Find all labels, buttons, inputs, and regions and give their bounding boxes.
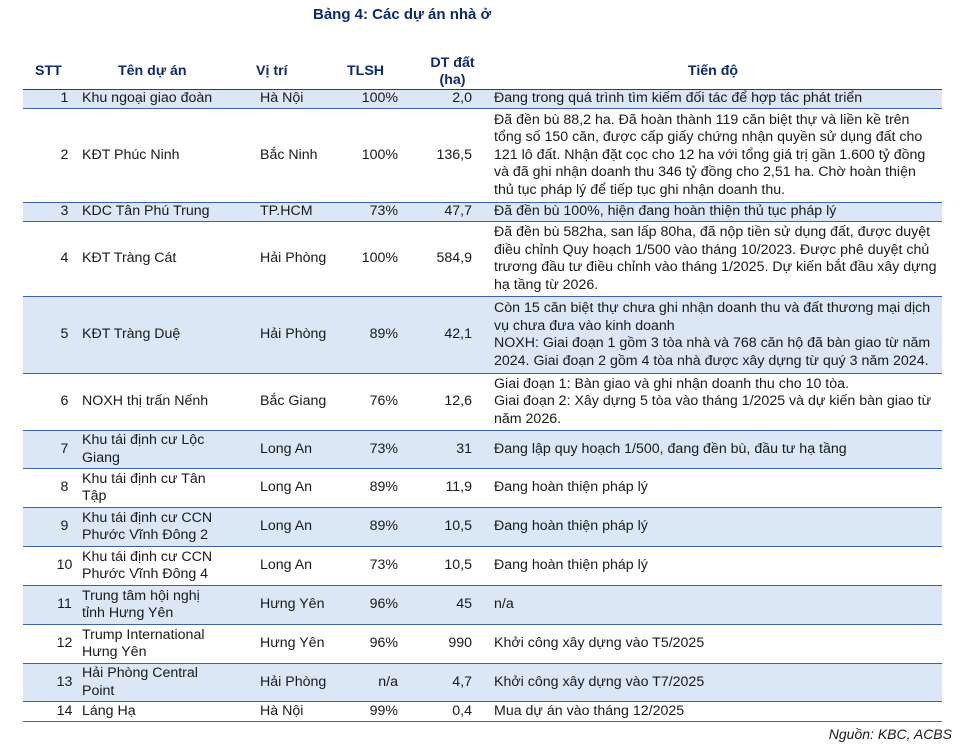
cell-progress: Đã đền bù 100%, hiện đang hoàn thiện thủ tục pháp lý	[484, 203, 942, 222]
cell-project-name: KDC Tân Phú Trung	[82, 203, 242, 222]
header-progress: Tiến độ	[687, 63, 739, 79]
cell-area: 31	[407, 431, 484, 469]
cell-project-name: Hải Phòng Central Point	[82, 664, 242, 702]
cell-progress: Đang hoàn thiện pháp lý	[484, 508, 942, 547]
cell-stt: 14	[56, 702, 73, 719]
table-row	[23, 508, 942, 547]
cell-area: 10,5	[407, 508, 484, 547]
cell-location: TP.HCM	[242, 203, 332, 222]
cell-progress: Khởi công xây dựng vào T5/2025	[494, 635, 705, 652]
cell-project-name: KĐT Tràng Duệ	[82, 297, 242, 374]
cell-tlsh: 100%	[361, 250, 398, 267]
table-header-row	[23, 54, 942, 90]
cell-progress: n/a	[484, 586, 942, 625]
cell-progress: Đã đền bù 88,2 ha. Đã hoàn thành 119 căn biệt thự và liền kề trên tổng số 150 căn, được cấp giấy chứng nhận quyền sử dụng đất cho 121 lô đất. Nhận đặt cọc cho 12 ha với tổng giá trị gần 1.600 tỷ đồng và đã ghi nhận doanh thu 346 tỷ đồng cho 2,51 ha. Chờ hoàn thiện thủ tục pháp lý để tiếp tục ghi nhận doanh thu.	[494, 111, 926, 198]
cell-stt: 3	[23, 203, 82, 222]
cell-location: Hà Nội	[242, 90, 332, 109]
cell-progress: Còn 15 căn biệt thự chưa ghi nhận doanh thu và đất thương mại dịch vụ chưa đưa vào kinh doanh NOXH: Giai đoạn 1 gồm 3 tòa nhà và 768 căn hộ đã bàn giao từ năm 2024. Giai đoạn 2 gồm 4 tòa nhà được xây dựng từ quý 3 năm 2024.	[484, 297, 942, 374]
cell-area: 584,9	[436, 250, 472, 267]
cell-project-name: Trung tâm hội nghị tỉnh Hưng Yên	[82, 586, 242, 625]
cell-project-name: Láng Hạ	[82, 702, 136, 719]
cell-area: 11,9	[445, 479, 472, 496]
cell-stt: 1	[23, 90, 82, 109]
cell-area: 10,5	[444, 557, 472, 574]
cell-tlsh: 73%	[332, 431, 407, 469]
cell-progress: Đang trong quá trình tìm kiếm đối tác để hợp tác phát triển	[484, 90, 942, 109]
table-row	[23, 374, 942, 431]
cell-stt: 8	[60, 479, 69, 496]
cell-area: 136,5	[436, 146, 472, 163]
cell-tlsh: 100%	[332, 90, 407, 109]
cell-project-name: KĐT Tràng Cát	[82, 250, 177, 267]
cell-stt: 4	[60, 250, 69, 267]
cell-progress: Giai đoạn 1: Bàn giao và ghi nhận doanh thu cho 10 tòa. Giai đoạn 2: Xây dựng 5 tòa vào tháng 1/2025 và dự kiến bàn giao từ năm 2026.	[494, 375, 932, 427]
cell-progress: Khởi công xây dựng vào T7/2025	[484, 664, 942, 702]
cell-project-name: Khu tái định cư CCN Phước Vĩnh Đông 4	[82, 548, 213, 582]
cell-location: Hải Phòng	[242, 297, 332, 374]
cell-stt: 2	[60, 146, 69, 163]
housing-projects-table	[23, 54, 942, 722]
table-row	[23, 297, 942, 374]
cell-area: 12,6	[444, 393, 472, 410]
cell-location: Long An	[242, 431, 332, 469]
cell-stt: 7	[23, 431, 82, 469]
table-row	[23, 222, 942, 297]
cell-area: 990	[448, 635, 472, 652]
cell-tlsh: 89%	[332, 297, 407, 374]
header-location: Vị trí	[256, 63, 288, 79]
cell-project-name: Trump International Hưng Yên	[82, 626, 205, 660]
cell-location: Hải Phòng	[242, 664, 332, 702]
table-row	[23, 203, 942, 222]
cell-project-name: Khu tái định cư Lộc Giang	[82, 431, 242, 469]
cell-project-name: Khu tái định cư Tân Tập	[82, 470, 206, 504]
cell-tlsh: 96%	[332, 586, 407, 625]
table-row	[23, 90, 942, 109]
cell-tlsh: 99%	[369, 702, 398, 719]
cell-location: Hưng Yên	[260, 635, 325, 652]
cell-project-name: Khu tái định cư CCN Phước Vĩnh Đông 2	[82, 508, 242, 547]
cell-location: Hà Nội	[260, 702, 304, 719]
cell-location: Bắc Giang	[260, 393, 327, 410]
cell-project-name: NOXH thị trấn Nếnh	[82, 393, 209, 410]
table-row	[23, 586, 942, 625]
cell-tlsh: 100%	[361, 146, 398, 163]
cell-area: 45	[407, 586, 484, 625]
cell-area: 47,7	[407, 203, 484, 222]
cell-location: Hưng Yên	[242, 586, 332, 625]
cell-stt: 11	[23, 586, 82, 625]
cell-area: 42,1	[407, 297, 484, 374]
table-row	[23, 431, 942, 469]
cell-stt: 5	[23, 297, 82, 374]
table-title: Bảng 4: Các dự án nhà ở	[313, 6, 492, 23]
cell-location: Long An	[260, 479, 313, 496]
cell-tlsh: 73%	[369, 557, 398, 574]
cell-tlsh: 96%	[369, 635, 398, 652]
cell-progress: Đang hoàn thiện pháp lý	[494, 479, 648, 496]
cell-location: Long An	[260, 557, 313, 574]
header-name: Tên dự án	[118, 63, 187, 79]
cell-stt: 13	[23, 664, 82, 702]
cell-tlsh: 89%	[332, 508, 407, 547]
table-row	[23, 469, 942, 508]
cell-tlsh: 76%	[369, 393, 398, 410]
header-stt: STT	[35, 63, 62, 79]
table-row	[23, 109, 942, 203]
cell-progress: Đang hoàn thiện pháp lý	[494, 557, 648, 574]
cell-project-name: Khu ngoại giao đoàn	[82, 90, 242, 109]
cell-tlsh: 89%	[369, 479, 398, 496]
header-area: DT đất (ha)	[430, 54, 475, 88]
cell-progress: Đã đền bù 582ha, san lấp 80ha, đã nộp tiền sử dụng đất, được duyệt điều chỉnh Quy hoạch 1/500 vào tháng 10/2023. Được phê duyệt chủ trương đầu tư điều chỉnh vào tháng 1/2025. Dự kiến bắt đầu xây dựng hạ tầng từ 2026.	[494, 224, 937, 293]
header-tlsh: TLSH	[347, 63, 385, 79]
cell-stt: 10	[56, 557, 73, 574]
cell-progress: Mua dự án vào tháng 12/2025	[494, 702, 685, 719]
table-row	[23, 702, 942, 722]
table-row	[23, 547, 942, 586]
cell-project-name: KĐT Phúc Ninh	[82, 146, 180, 163]
cell-tlsh: 73%	[332, 203, 407, 222]
cell-stt: 6	[60, 393, 69, 410]
cell-location: Long An	[242, 508, 332, 547]
cell-area: 0,4	[452, 702, 472, 719]
cell-area: 4,7	[407, 664, 484, 702]
cell-stt: 9	[23, 508, 82, 547]
cell-location: Bắc Ninh	[260, 146, 318, 163]
table-row	[23, 625, 942, 664]
cell-progress: Đang lập quy hoạch 1/500, đang đền bù, đầu tư hạ tầng	[484, 431, 942, 469]
cell-area: 2,0	[407, 90, 484, 109]
cell-tlsh: n/a	[332, 664, 407, 702]
table-row	[23, 664, 942, 702]
source-note: Nguồn: KBC, ACBS	[828, 726, 952, 742]
cell-location: Hải Phòng	[260, 250, 327, 267]
cell-stt: 12	[56, 635, 73, 652]
